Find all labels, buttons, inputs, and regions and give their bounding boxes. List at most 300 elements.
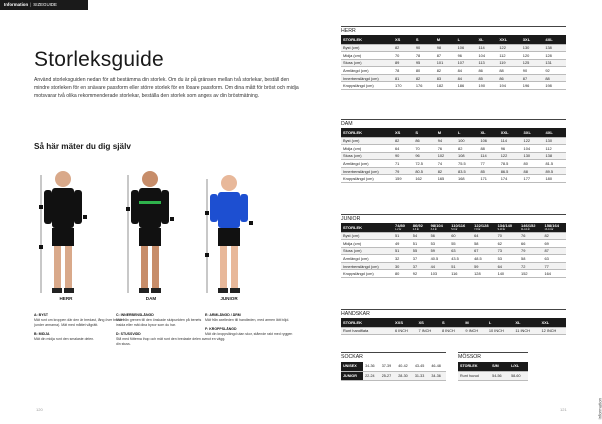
row-label: Kroppslängd (cm) [341,82,393,90]
cell: 30 [393,262,411,270]
table-row [341,52,566,60]
cell: 82 [436,167,456,175]
cell: 86.5 [499,167,522,175]
cell: 31-33 [413,371,430,380]
table-row [341,362,446,371]
column-header: XS [416,318,439,327]
cell: 89.5 [544,167,567,175]
cell: 43.5 [449,255,472,263]
table-row [341,74,566,82]
dam-size-table [341,128,566,183]
how-to-measure-heading: Så här mäter du dig själv [34,142,131,151]
row-label: Byst (cm) [341,137,393,145]
cell: 82 [542,232,566,240]
page-number-left: 120 [36,407,43,412]
header-row [458,362,528,371]
intro-paragraph: Använd storleksguiden nedan för att bestämma din storlek. Om du är på gränsen mellan två storlekar, beställ den mindre storleken för en snävare passform eller större storlek för en lösare passform. Om dina mått för bröst och midja motsvarar två olika rekommenderade storlekar, beställa den storlek som anges av din bröstmätning. [34,77,299,99]
cell: 34-36 [429,371,446,380]
row-label: Ärmlängd (cm) [341,160,393,168]
cell: 55 [411,247,429,255]
cell: 182 [435,82,456,90]
column-header: S/M [490,362,509,371]
cell: 83.5 [456,167,478,175]
cell: 198 [543,82,566,90]
cell: 90 [414,44,435,52]
cell: 82 [393,44,414,52]
age-range: 13-14 år [544,228,554,232]
column-header: 110/116 5-6 år [449,223,472,232]
cell: 113 [477,59,498,67]
cell: 71 [393,160,413,168]
row-label: UNISEX [341,362,363,371]
cell: 190 [477,82,498,90]
cell: 186 [456,82,477,90]
table-row [341,59,566,67]
column-header: STORLEK [458,362,490,371]
cell: 58-60 [509,371,528,380]
table-row [341,175,566,183]
column-header: M [435,35,456,44]
cell: 130 [522,152,544,160]
table-row [341,137,566,145]
note-heading: B: MIDJA [34,332,50,336]
column-header: 98/104 3-4 år [429,223,450,232]
cell: 119 [497,59,520,67]
cell: 104 [477,52,498,60]
dam-table-title: DAM [341,119,566,127]
header-row [341,318,566,327]
cell: 59 [429,247,450,255]
note-heading: F: KROPPSLÄNGD [205,327,237,331]
column-header: STORLEK [341,128,393,137]
cell: 37-39 [380,362,397,371]
cell: 103 [429,270,450,278]
cell: 80.5 [413,167,435,175]
cell: 116 [449,270,472,278]
table-row [341,160,566,168]
column-header: XXL [499,128,522,137]
note-text: Mät från grenen till den önskade slutpunkten på benets insida eller mät dina byxor som du har. [116,318,202,327]
column-header: 3XL [522,128,544,137]
column-header: XXL [539,318,566,327]
cell: 56 [429,232,450,240]
header-row [341,128,566,137]
cell: 44 [429,262,450,270]
cell: 62 [496,240,519,248]
table-row [341,270,566,278]
notes-column-1 [34,313,124,346]
cell: 58 [519,255,542,263]
cell: 80 [414,67,435,75]
cell: 64 [496,262,519,270]
mossor-table [458,362,528,381]
column-header: XXL [497,35,520,44]
cell: 194 [497,82,520,90]
cell: 96 [413,152,435,160]
page-title: Storleksguide [34,48,164,71]
cell: 79 [519,247,542,255]
sockar-table [341,362,446,381]
cell: 10 INCH [487,327,513,335]
cell: 64 [472,232,495,240]
cell: 40.5 [429,255,450,263]
column-header: 158/164 13-14 år [542,223,566,232]
column-header: 3XL [521,35,544,44]
cell: 122 [499,152,522,160]
row-label: Runt huvud [458,371,490,380]
cell: 86 [477,67,498,75]
table-row [341,240,566,248]
cell: 114 [499,137,522,145]
cell: 78 [414,52,435,60]
cell: 82 [414,74,435,82]
cell: 95 [414,59,435,67]
cell: 138 [543,44,566,52]
cell: 49 [393,240,411,248]
row-label: Stuss (cm) [341,152,393,160]
cell: 89 [393,59,414,67]
cell: 76 [519,232,542,240]
cell: 66 [519,240,542,248]
column-header: XS [393,128,413,137]
cell: 73 [496,247,519,255]
cell: 34-36 [363,362,380,371]
age-range: 5-6 år [451,228,458,232]
cell: 140 [496,270,519,278]
column-header: STORLEK [341,35,393,44]
table-row [341,262,566,270]
cell: 76 [436,145,456,153]
cell: 164 [542,270,566,278]
page-name: SIZEGUIDE [33,2,57,7]
side-section-label: Information [597,398,602,420]
row-label: Innerbenslängd (cm) [341,74,393,82]
cell: 63 [542,255,566,263]
cell: 114 [477,44,498,52]
cell: 114 [478,152,498,160]
cell: 159 [393,175,413,183]
cell: 59 [472,262,495,270]
column-header: 74/80 1-2 år [393,223,411,232]
cell: 128 [472,270,495,278]
cell: 92 [543,67,566,75]
column-header: XXS [393,318,416,327]
column-header: XL [513,318,539,327]
cell: 51 [393,232,411,240]
cell: 40-42 [396,362,413,371]
cell: 70 [413,145,435,153]
cell: 6 INCH [393,327,416,335]
cell: 78.5 [499,160,522,168]
cell: 60 [449,232,472,240]
cell: 70 [496,232,519,240]
cell: 87 [542,247,566,255]
dam-label: DAM [145,296,157,301]
junior-table-title: JUNIOR [341,214,566,222]
cell: 82 [393,137,413,145]
row-label: Stuss (cm) [341,247,393,255]
cell: 80 [522,160,544,168]
cell: 79 [393,167,413,175]
cell: 108 [456,152,478,160]
header-row [341,223,566,232]
cell: 88 [497,67,520,75]
sockar-title: SOCKAR [341,352,446,360]
cell: 176 [414,82,435,90]
cell: 7 INCH [416,327,439,335]
column-header: 86/92 2-3 år [411,223,429,232]
column-header: L [456,128,478,137]
cell: 88 [478,145,498,153]
cell: 25-27 [380,371,397,380]
row-label: Stuss (cm) [341,59,393,67]
cell: 98 [435,44,456,52]
column-header: M [436,128,456,137]
cell: 64 [393,145,413,153]
column-header: STORLEK [341,318,393,327]
row-label: Innerbenslängd (cm) [341,167,393,175]
header-row [341,35,566,44]
column-header: S [414,35,435,44]
cell: 88 [543,74,566,82]
cell: 82 [456,145,478,153]
cell: 81 [393,74,414,82]
column-header: STORLEK [341,223,393,232]
row-label: Byst (cm) [341,232,393,240]
row-label: Innerbenslängd (cm) [341,262,393,270]
cell: 174 [499,175,522,183]
cell: 138 [544,152,567,160]
cell: 51 [393,247,411,255]
note-heading: A: BYST [34,313,48,317]
cell: 69 [542,240,566,248]
table-row [341,145,566,153]
column-header: L [487,318,513,327]
column-header: L [456,35,477,44]
cell: 87 [521,74,544,82]
notes-column-2 [116,313,206,351]
row-label: Ärmlängd (cm) [341,67,393,75]
column-header: S [413,128,435,137]
cell: 54 [411,232,429,240]
column-header: 122/128 7-8 år [472,223,495,232]
column-header: XL [478,128,498,137]
note-text: Mät från axelleden till handleden, med armen lätt böjd. [205,318,290,322]
table-row [458,371,528,380]
table-row [341,167,566,175]
cell: 130 [521,44,544,52]
herr-figure [33,165,93,299]
cell: 168 [456,175,478,183]
cell: 72 [519,262,542,270]
junior-figure [199,165,259,299]
table-row [341,255,566,263]
herr-label: HERR [59,296,73,301]
cell: 51 [411,240,429,248]
cell: 55 [449,240,472,248]
age-range: 1-2 år [395,228,402,232]
cell: 77 [542,262,566,270]
cell: 85 [477,74,498,82]
age-range: 7-8 år [474,228,481,232]
cell: 162 [413,175,435,183]
note-heading: E: ARMLÄNGD / ÄRM [205,313,241,317]
junior-label: JUNIOR [220,296,238,301]
row-label: Midja (cm) [341,240,393,248]
table-row [341,247,566,255]
cell: 22-24 [363,371,380,380]
cell: 84 [456,74,477,82]
cell: 86 [497,74,520,82]
cell: 122 [497,44,520,52]
cell: 12 INCH [539,327,566,335]
mossor-title: MÖSSOR [458,352,528,360]
cell: 171 [478,175,498,183]
cell: 32 [393,255,411,263]
age-range: 11-12 år [521,228,530,232]
cell: 106 [456,44,477,52]
note-text: Stå med fötterna ihop och mät runt den bredaste delen av din stuss. [116,337,206,346]
table-row [341,67,566,75]
cell: 58 [472,240,495,248]
cell: 180 [544,175,567,183]
note-heading: C: INNERBENSLÄNGD [116,313,154,317]
cell: 128 [543,52,566,60]
cell: 81.5 [544,160,567,168]
note-heading: D: STUSSVIDD [116,332,141,336]
column-header: M [463,318,486,327]
cell: 48.5 [472,255,495,263]
table-row [341,232,566,240]
cell: 90 [393,152,413,160]
cell: 104 [522,145,544,153]
column-header: XS [393,35,414,44]
age-range: 3-4 år [430,228,437,232]
column-header: 146/152 11-12 år [519,223,542,232]
cell: 80 [393,270,411,278]
section-name: Information [4,2,29,7]
cell: 54-56 [490,371,509,380]
table-row [341,327,566,335]
cell: 96 [499,145,522,153]
cell: 72.5 [413,160,435,168]
table-row [341,44,566,52]
row-label: Runt handflata [341,327,393,335]
cell: 107 [456,59,477,67]
cell: 46-48 [429,362,446,371]
herr-table-title: HERR [341,26,566,34]
cell: 165 [436,175,456,183]
column-header: 134/140 9-10 år [496,223,519,232]
column-header: XL [477,35,498,44]
cell: 84 [456,67,477,75]
cell: 102 [436,152,456,160]
section-header-bar [0,0,88,10]
cell: 106 [478,137,498,145]
cell: 43-45 [413,362,430,371]
cell: 9 INCH [463,327,486,335]
cell: 90 [521,67,544,75]
row-label: Ärmlängd (cm) [341,255,393,263]
cell: 112 [497,52,520,60]
page-number-right: 121 [560,407,567,412]
table-row [341,152,566,160]
column-header: S [440,318,463,327]
cell: 51 [449,262,472,270]
cell: 83 [435,74,456,82]
note-text: Mät runt om kroppen där den är bredast, lång över bröstet (under armarna). Mät med måttet vågrätt. [34,318,124,327]
cell: 37 [411,255,429,263]
notes-column-3 [205,313,295,346]
row-label: Kroppslängd (cm) [341,270,393,278]
column-header: 4XL [544,128,567,137]
cell: 8 INCH [440,327,463,335]
cell: 96 [456,52,477,60]
handskar-title: HANDSKAR [341,309,566,317]
cell: 85 [478,167,498,175]
cell: 112 [544,145,567,153]
row-label: Midja (cm) [341,145,393,153]
cell: 177 [522,175,544,183]
junior-size-table [341,223,566,278]
row-label: Kroppslängd (cm) [341,175,393,183]
cell: 11 INCH [513,327,539,335]
note-text: Mät din midja runt den smalaste delen. [34,337,95,341]
cell: 37 [411,262,429,270]
herr-size-table [341,35,566,90]
age-range: 9-10 år [497,228,506,232]
cell: 77 [478,160,498,168]
cell: 88 [522,167,544,175]
cell: 74 [436,160,456,168]
cell: 63 [449,247,472,255]
cell: 82 [435,67,456,75]
cell: 131 [543,59,566,67]
row-label: Byst (cm) [341,44,393,52]
cell: 120 [521,52,544,60]
cell: 101 [435,59,456,67]
cell: 170 [393,82,414,90]
cell: 67 [472,247,495,255]
cell: 196 [521,82,544,90]
cell: 78 [393,67,414,75]
cell: 53 [496,255,519,263]
cell: 94 [436,137,456,145]
cell: 28-30 [396,371,413,380]
cell: 125 [521,59,544,67]
row-label: Midja (cm) [341,52,393,60]
separator: | [30,2,32,7]
handskar-table [341,318,566,335]
table-row [341,371,446,380]
cell: 86 [413,137,435,145]
cell: 152 [519,270,542,278]
note-text: Mät din kroppslängd utan skor, stående rakt med ryggen mot en vägg. [205,332,293,341]
dam-figure [120,165,180,299]
cell: 130 [544,137,567,145]
age-range: 2-3 år [412,228,420,232]
cell: 87 [435,52,456,60]
cell: 92 [411,270,429,278]
column-header: L/XL [509,362,528,371]
column-header: 4XL [543,35,566,44]
cell: 75.5 [456,160,478,168]
cell: 70 [393,52,414,60]
row-label: JUNIOR [341,371,363,380]
cell: 53 [429,240,450,248]
cell: 100 [456,137,478,145]
table-row [341,82,566,90]
